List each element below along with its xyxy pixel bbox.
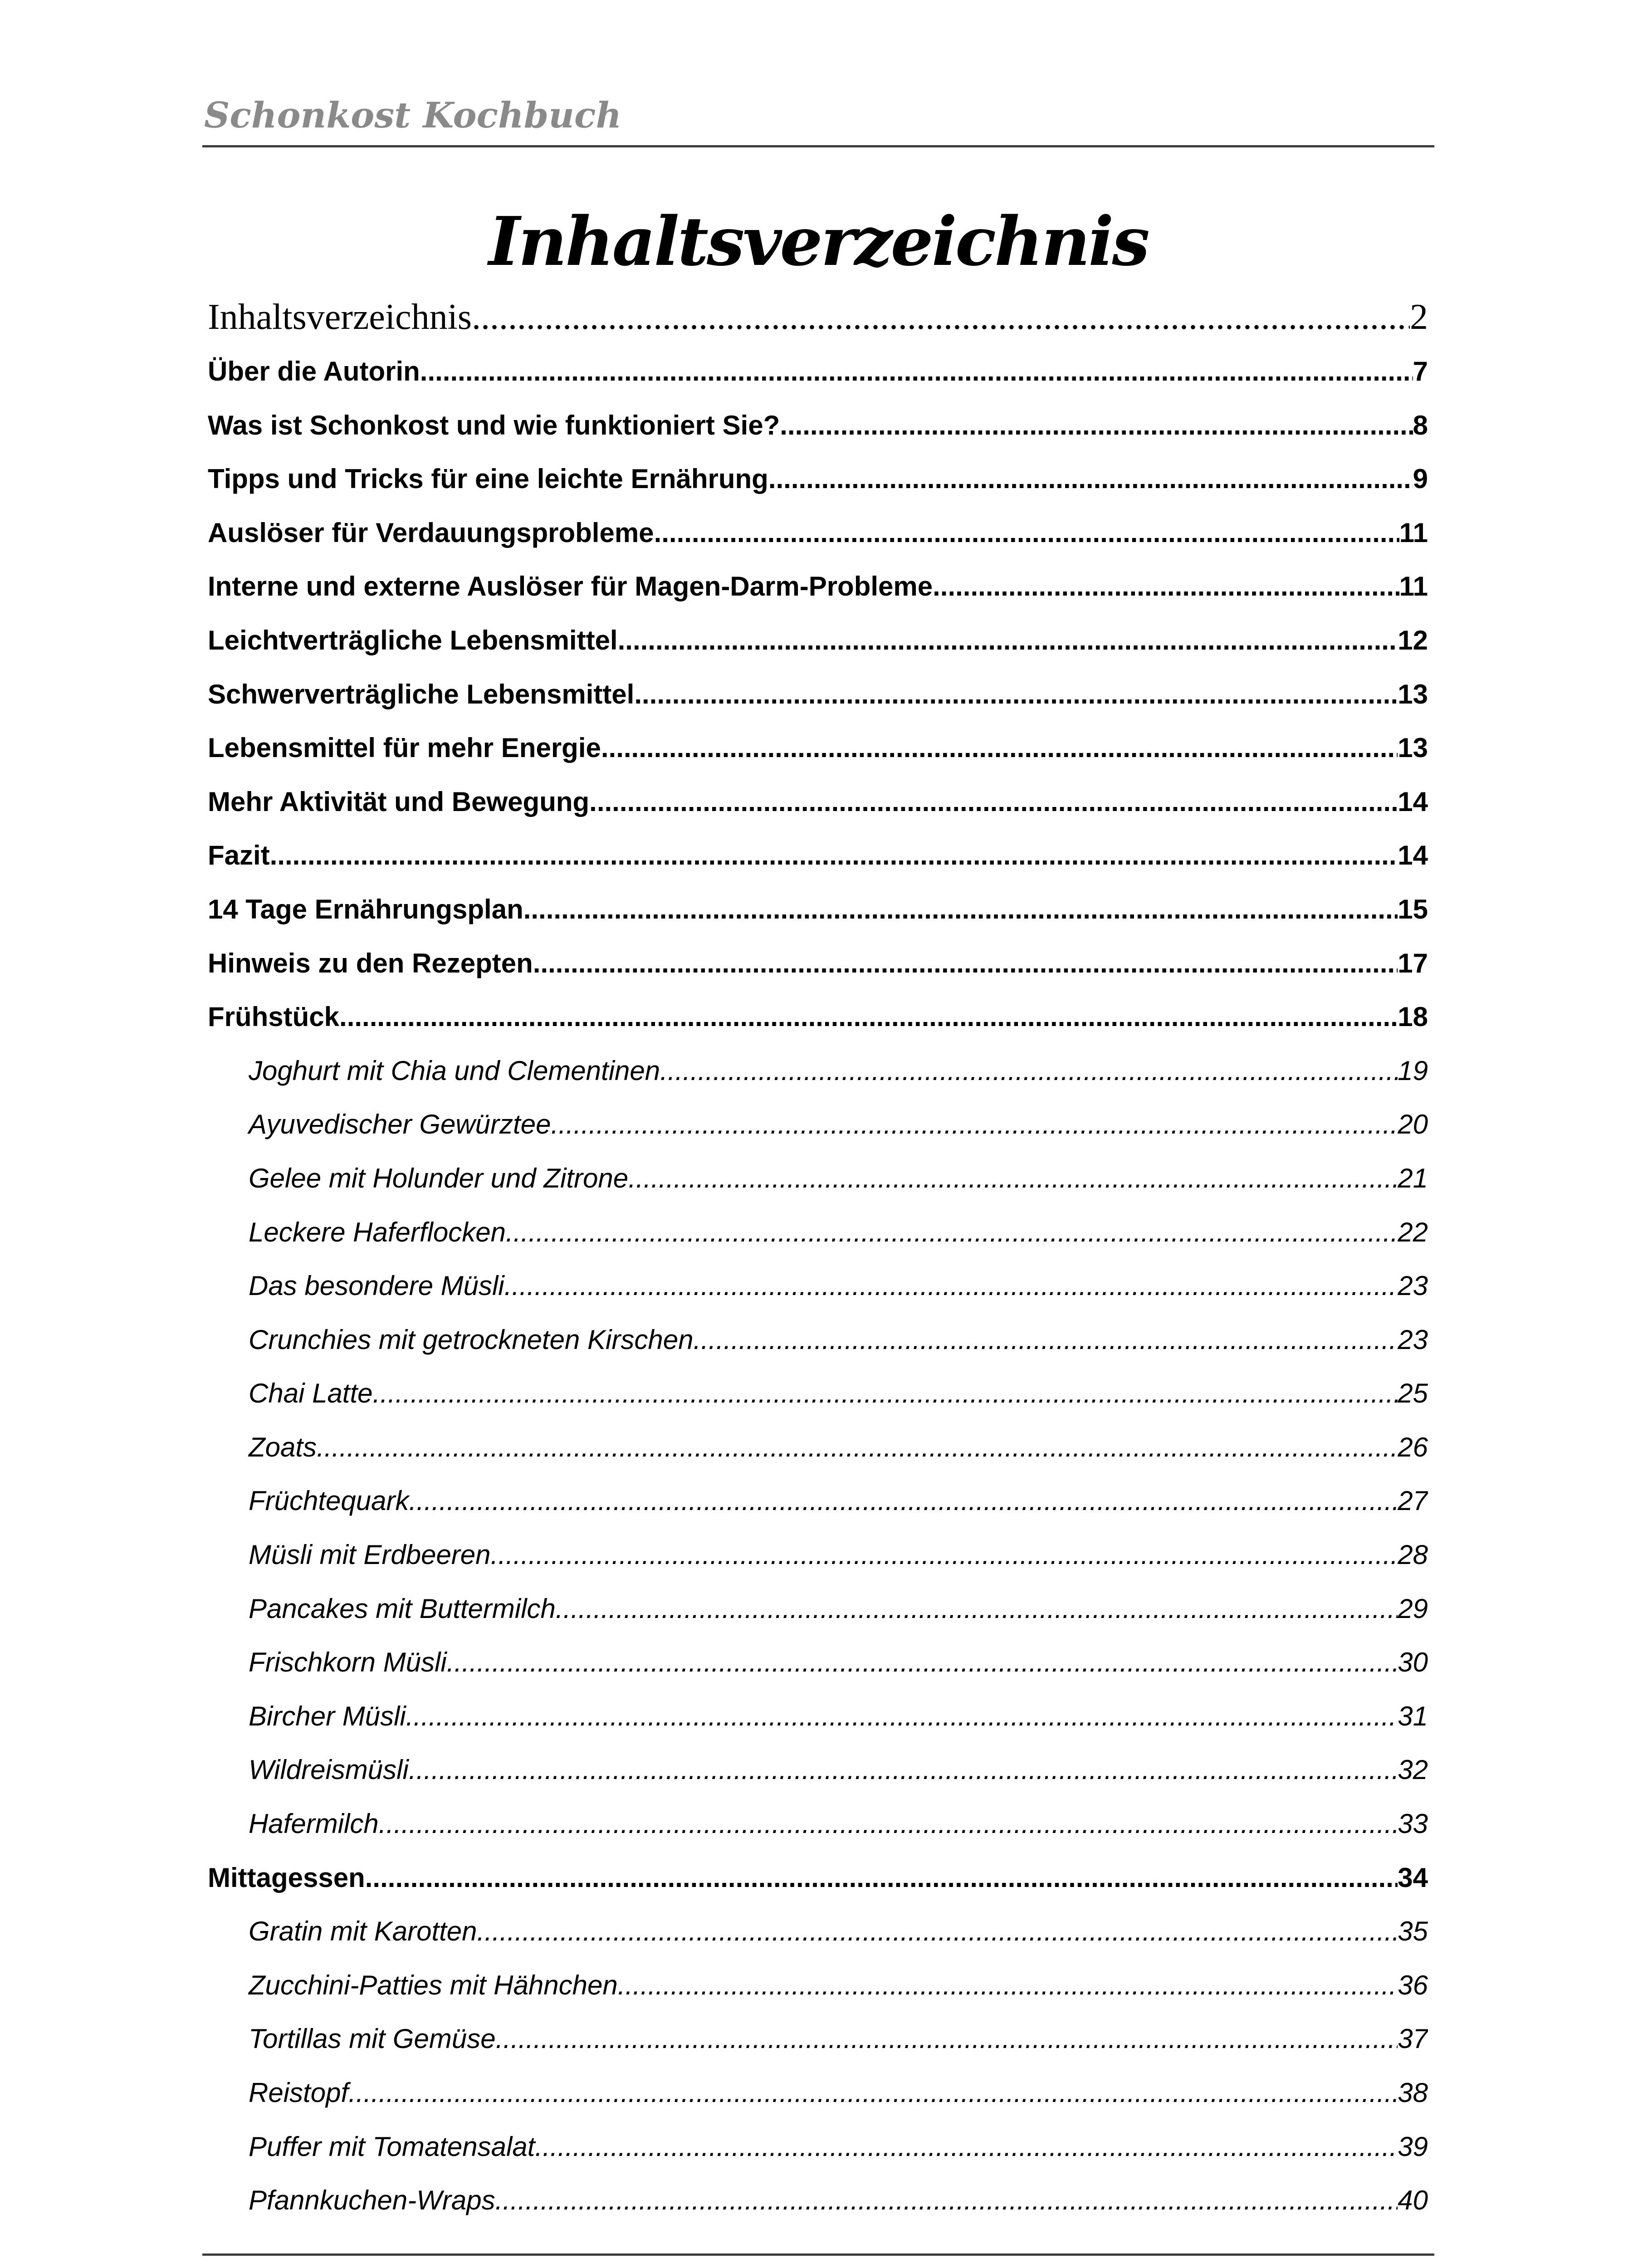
toc-subentry[interactable] xyxy=(208,1636,1428,1690)
toc-entry[interactable] xyxy=(208,668,1428,722)
toc-entry[interactable] xyxy=(208,345,1428,399)
toc-entry[interactable] xyxy=(208,289,1428,345)
toc-dot-leader xyxy=(496,2012,1398,2066)
toc-entry-title: Tipps und Tricks für eine leichte Ernährung xyxy=(208,464,768,494)
toc-entry-title: Das besondere Müsli xyxy=(249,1271,504,1301)
toc-page-number: 18 xyxy=(1398,1002,1428,1032)
toc-entry[interactable] xyxy=(208,560,1428,614)
toc-entry-title: Joghurt mit Chia und Clementinen xyxy=(249,1055,660,1086)
toc-subentry[interactable] xyxy=(208,1098,1428,1152)
toc-page-number: 2 xyxy=(1410,297,1428,337)
toc-subentry[interactable] xyxy=(208,1259,1428,1313)
toc-entry-title: Gratin mit Karotten xyxy=(249,1916,477,1947)
toc-dot-leader xyxy=(768,452,1413,506)
toc-dot-leader xyxy=(339,990,1398,1044)
page-title: Inhaltsverzeichnis xyxy=(489,202,1148,281)
toc-page-number: 36 xyxy=(1398,1970,1428,2000)
toc-dot-leader xyxy=(933,560,1399,614)
toc-page-number: 39 xyxy=(1398,2131,1428,2162)
toc-dot-leader xyxy=(618,614,1398,668)
toc-entry-title: Zoats xyxy=(249,1432,317,1462)
toc-dot-leader xyxy=(491,1528,1398,1582)
toc-page-number: 29 xyxy=(1398,1593,1428,1624)
toc-entry-title: Ayuvedischer Gewürztee xyxy=(249,1109,551,1140)
toc-entry-title: Schwerverträgliche Lebensmittel xyxy=(208,679,635,709)
toc-dot-leader xyxy=(348,2066,1398,2120)
toc-entry[interactable] xyxy=(208,937,1428,991)
toc-entry-title: Über die Autorin xyxy=(208,356,420,386)
toc-entry-title: Frischkorn Müsli xyxy=(249,1647,447,1678)
toc-entry-title: Gelee mit Holunder und Zitrone xyxy=(249,1163,629,1193)
toc-page-number: 14 xyxy=(1398,840,1428,871)
toc-entry[interactable] xyxy=(208,506,1428,560)
toc-page-number: 23 xyxy=(1398,1324,1428,1355)
toc-entry-title: Crunchies mit getrockneten Kirschen xyxy=(249,1324,694,1355)
toc-page-number: 12 xyxy=(1398,625,1428,655)
toc-subentry[interactable] xyxy=(208,1743,1428,1797)
toc-page-number: 34 xyxy=(1398,1862,1428,1893)
toc-page-number: 27 xyxy=(1398,1486,1428,1516)
toc-dot-leader xyxy=(601,721,1398,775)
toc-page-number: 35 xyxy=(1398,1916,1428,1947)
toc-dot-leader xyxy=(780,399,1413,453)
toc-entry-title: Müsli mit Erdbeeren xyxy=(249,1540,491,1570)
toc-entry[interactable] xyxy=(208,775,1428,829)
table-of-contents xyxy=(208,289,1428,2228)
toc-entry-title: Chai Latte xyxy=(249,1378,373,1409)
toc-subentry[interactable] xyxy=(208,1474,1428,1528)
toc-page-number: 21 xyxy=(1398,1163,1428,1193)
toc-subentry[interactable] xyxy=(208,1690,1428,1744)
toc-entry-title: Mittagessen xyxy=(208,1862,365,1893)
toc-dot-leader xyxy=(693,1313,1398,1367)
toc-dot-leader xyxy=(556,1582,1398,1636)
toc-page-number: 14 xyxy=(1398,786,1428,817)
toc-entry-title: Leichtverträgliche Lebensmittel xyxy=(208,625,618,655)
toc-subentry[interactable] xyxy=(208,1044,1428,1098)
toc-entry-title: Hafermilch xyxy=(249,1809,379,1839)
toc-dot-leader xyxy=(447,1636,1398,1690)
header-rule xyxy=(202,145,1434,147)
toc-dot-leader xyxy=(409,1743,1398,1797)
toc-dot-leader xyxy=(654,506,1399,560)
toc-page-number: 40 xyxy=(1398,2185,1428,2216)
toc-entry[interactable] xyxy=(208,883,1428,937)
toc-page-number: 20 xyxy=(1398,1109,1428,1140)
running-header-title: Schonkost Kochbuch xyxy=(204,95,622,136)
toc-entry-title: Puffer mit Tomatensalat xyxy=(249,2131,535,2162)
toc-entry-title: Interne und externe Auslöser für Magen-Darm-Probleme xyxy=(208,571,933,602)
toc-subentry[interactable] xyxy=(208,1421,1428,1475)
toc-page-number: 7 xyxy=(1413,356,1428,386)
toc-subentry[interactable] xyxy=(208,2174,1428,2228)
toc-page-number: 26 xyxy=(1398,1432,1428,1462)
toc-entry[interactable] xyxy=(208,1851,1428,1905)
toc-page-number: 33 xyxy=(1398,1809,1428,1839)
toc-dot-leader xyxy=(365,1851,1398,1905)
toc-page-number: 28 xyxy=(1398,1540,1428,1570)
toc-dot-leader xyxy=(317,1421,1398,1475)
toc-dot-leader xyxy=(618,1959,1398,2013)
toc-entry-title: Reistopf xyxy=(249,2077,349,2108)
toc-dot-leader xyxy=(420,345,1413,399)
toc-dot-leader xyxy=(523,883,1398,937)
footer-rule xyxy=(202,2253,1434,2256)
toc-entry[interactable] xyxy=(208,399,1428,453)
toc-page-number: 9 xyxy=(1413,464,1428,494)
toc-entry-title: Frühstück xyxy=(208,1002,340,1032)
toc-subentry[interactable] xyxy=(208,1582,1428,1636)
toc-entry-title: Mehr Aktivität und Bewegung xyxy=(208,786,590,817)
toc-page-number: 13 xyxy=(1398,679,1428,709)
toc-entry-title: Inhaltsverzeichnis xyxy=(208,297,472,337)
toc-entry-title: Zucchini-Patties mit Hähnchen xyxy=(249,1970,618,2000)
toc-page-number: 37 xyxy=(1398,2024,1428,2054)
toc-dot-leader xyxy=(409,1474,1398,1528)
toc-entry-title: Leckere Haferflocken xyxy=(249,1217,506,1247)
toc-entry-title: Tortillas mit Gemüse xyxy=(249,2024,496,2054)
toc-page-number: 11 xyxy=(1399,571,1428,602)
toc-subentry[interactable] xyxy=(208,2120,1428,2174)
toc-entry[interactable] xyxy=(208,829,1428,883)
toc-page-number: 38 xyxy=(1398,2077,1428,2108)
toc-dot-leader xyxy=(628,1152,1398,1206)
toc-subentry[interactable] xyxy=(208,1797,1428,1851)
toc-dot-leader xyxy=(406,1690,1398,1744)
toc-entry-title: Was ist Schonkost und wie funktioniert Sie? xyxy=(208,410,780,440)
toc-dot-leader xyxy=(506,1206,1398,1260)
toc-subentry[interactable] xyxy=(208,1905,1428,1959)
toc-page-number: 19 xyxy=(1398,1055,1428,1086)
toc-dot-leader xyxy=(477,1905,1398,1959)
toc-page-number: 32 xyxy=(1398,1755,1428,1785)
toc-entry-title: Pancakes mit Buttermilch xyxy=(249,1593,556,1624)
toc-entry-title: Wildreismüsli xyxy=(249,1755,409,1785)
toc-subentry[interactable] xyxy=(208,1528,1428,1582)
toc-subentry[interactable] xyxy=(208,1152,1428,1206)
toc-page-number: 15 xyxy=(1398,894,1428,924)
toc-dot-leader xyxy=(551,1098,1398,1152)
toc-page-number: 13 xyxy=(1398,733,1428,763)
toc-dot-leader xyxy=(634,668,1398,722)
toc-dot-leader xyxy=(589,775,1398,829)
toc-dot-leader xyxy=(535,2120,1398,2174)
toc-page-number: 25 xyxy=(1398,1378,1428,1409)
toc-dot-leader xyxy=(379,1797,1398,1851)
toc-page-number: 22 xyxy=(1398,1217,1428,1247)
toc-page-number: 8 xyxy=(1413,410,1428,440)
toc-page-number: 31 xyxy=(1398,1701,1428,1731)
toc-entry-title: Früchtequark xyxy=(249,1486,409,1516)
toc-entry-title: Hinweis zu den Rezepten xyxy=(208,948,533,978)
toc-subentry[interactable] xyxy=(208,1959,1428,2013)
toc-entry-title: Auslöser für Verdauungsprobleme xyxy=(208,517,654,548)
toc-entry-title: Lebensmittel für mehr Energie xyxy=(208,733,601,763)
toc-entry-title: Bircher Müsli xyxy=(249,1701,406,1731)
toc-subentry[interactable] xyxy=(208,1313,1428,1367)
toc-subentry[interactable] xyxy=(208,2066,1428,2120)
toc-entry[interactable] xyxy=(208,990,1428,1044)
toc-subentry[interactable] xyxy=(208,1206,1428,1260)
toc-dot-leader xyxy=(472,289,1410,345)
toc-entry[interactable] xyxy=(208,721,1428,775)
toc-dot-leader xyxy=(504,1259,1398,1313)
toc-entry-title: Pfannkuchen-Wraps xyxy=(249,2185,495,2216)
toc-subentry[interactable] xyxy=(208,1367,1428,1421)
toc-entry-title: Fazit xyxy=(208,840,270,871)
toc-subentry[interactable] xyxy=(208,2012,1428,2066)
toc-entry[interactable] xyxy=(208,614,1428,668)
toc-dot-leader xyxy=(270,829,1398,883)
toc-entry[interactable] xyxy=(208,452,1428,506)
toc-page-number: 30 xyxy=(1398,1647,1428,1678)
toc-dot-leader xyxy=(660,1044,1398,1098)
toc-page-number: 23 xyxy=(1398,1271,1428,1301)
toc-page-number: 11 xyxy=(1399,517,1428,548)
toc-dot-leader xyxy=(373,1367,1398,1421)
toc-entry-title: 14 Tage Ernährungsplan xyxy=(208,894,523,924)
toc-dot-leader xyxy=(495,2174,1398,2228)
toc-page-number: 17 xyxy=(1398,948,1428,978)
toc-dot-leader xyxy=(533,937,1398,991)
